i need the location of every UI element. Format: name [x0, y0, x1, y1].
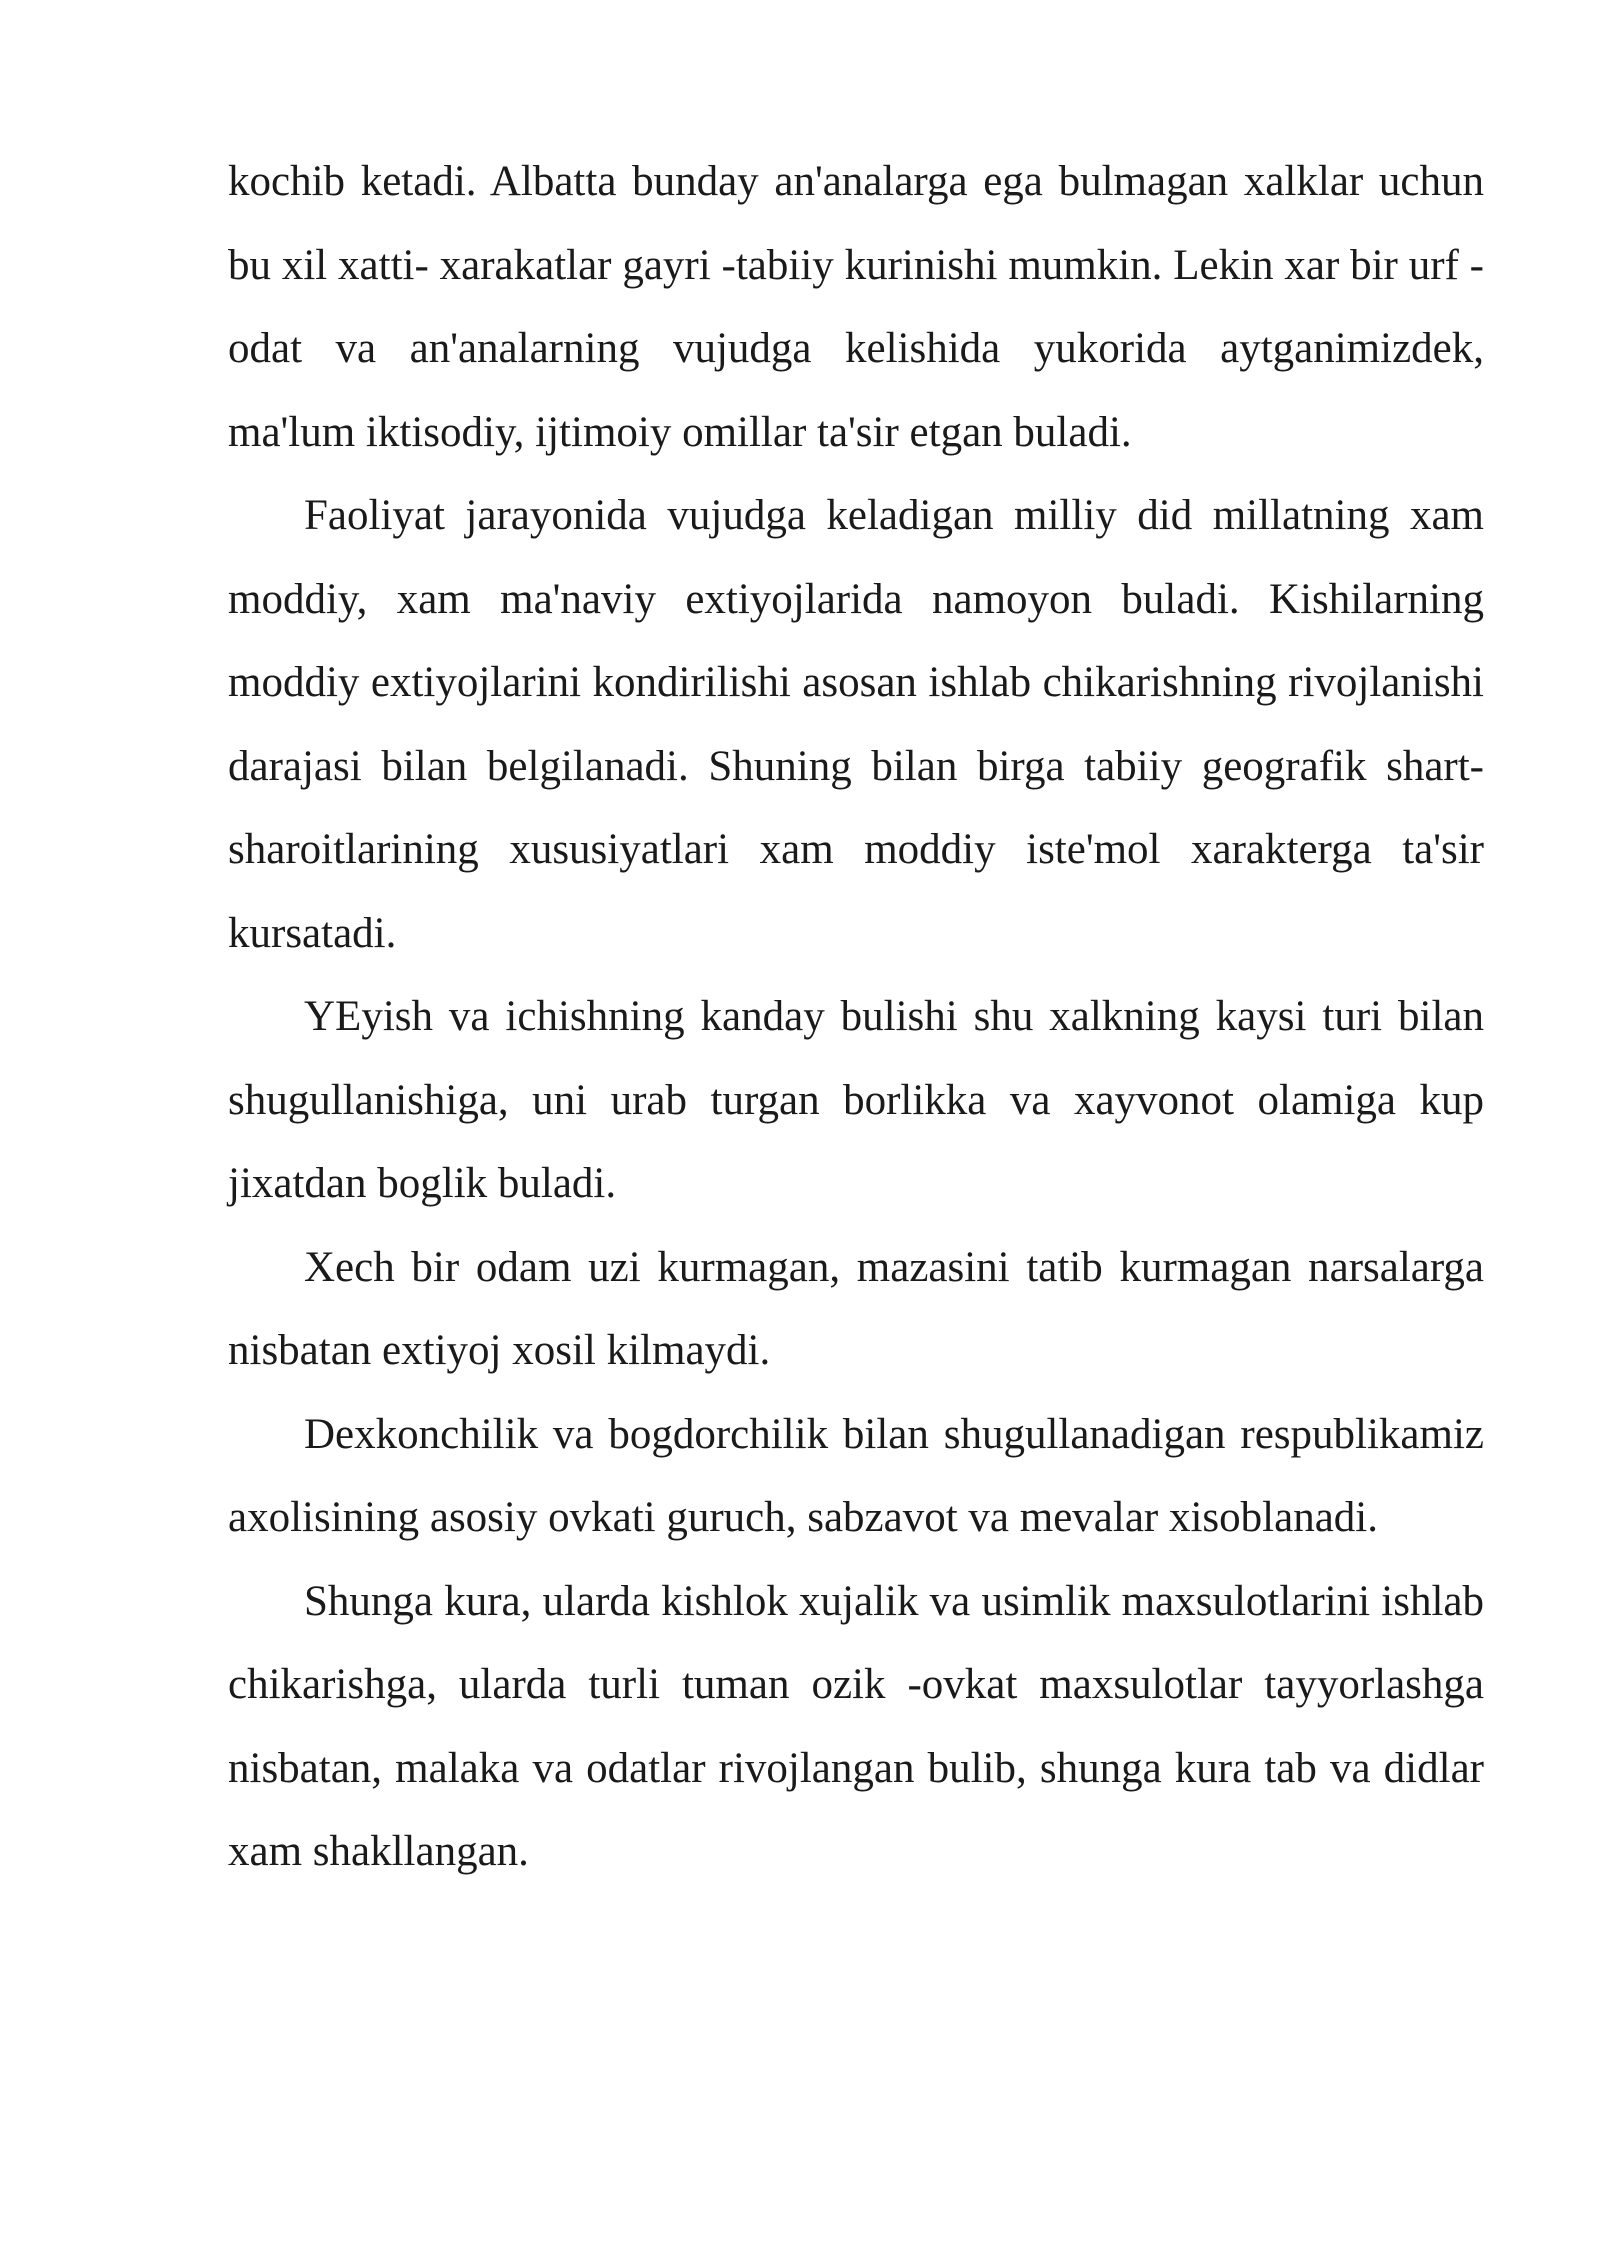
paragraph-yeyish-ichish: YEyish va ichishning kanday bulishi shu xalkning kaysi turi bilan shugullanishiga, uni urab turgan borlikka va xayvonot olamiga kup jixatdan boglik buladi. [228, 993, 1484, 1207]
paragraph-shunga-kura: Shunga kura, ularda kishlok xujalik va usimlik maxsulotlarini ishlab chikarishga, ularda turli tuman ozik -ovkat maxsulotlar tayyorlashga nisbatan, malaka va odatlar rivojlangan bulib, shunga kura tab va didlar xam shakllangan. [228, 1577, 1484, 1875]
paragraph-extiyoj: Xech bir odam uzi kurmagan, mazasini tatib kurmagan narsalarga nisbatan extiyoj xosil kilmaydi. [228, 1243, 1484, 1374]
paragraph-continuation: kochib ketadi. Albatta bunday an'analarga ega bulmagan xalklar uchun bu xil xatti- xarakatlar gayri -tabiiy kurinishi mumkin. Lekin xar bir urf -odat va an'analarning vujudga kelishida yukorida aytganimizdek, ma'lum iktisodiy, ijtimoiy omillar ta'sir etgan buladi. [228, 158, 1484, 456]
paragraph-milliy-did: Faoliyat jarayonida vujudga keladigan milliy did millatning xam moddiy, xam ma'naviy extiyojlarida namoyon buladi. Kishilarning moddiy extiyojlarini kondirilishi asosan ishlab chikarishning rivojlanishi darajasi bilan belgilanadi. Shuning bilan birga tabiiy geografik shart- sharoitlarining xususiyatlari xam moddiy iste'mol xarakterga ta'sir kursatadi. [228, 492, 1484, 957]
paragraph-dexkonchilik: Dexkonchilik va bogdorchilik bilan shugullanadigan respublikamiz axolisining asosiy ovkati guruch, sabzavot va mevalar xisoblanadi. [228, 1410, 1484, 1541]
document-page [228, 140, 1484, 1894]
